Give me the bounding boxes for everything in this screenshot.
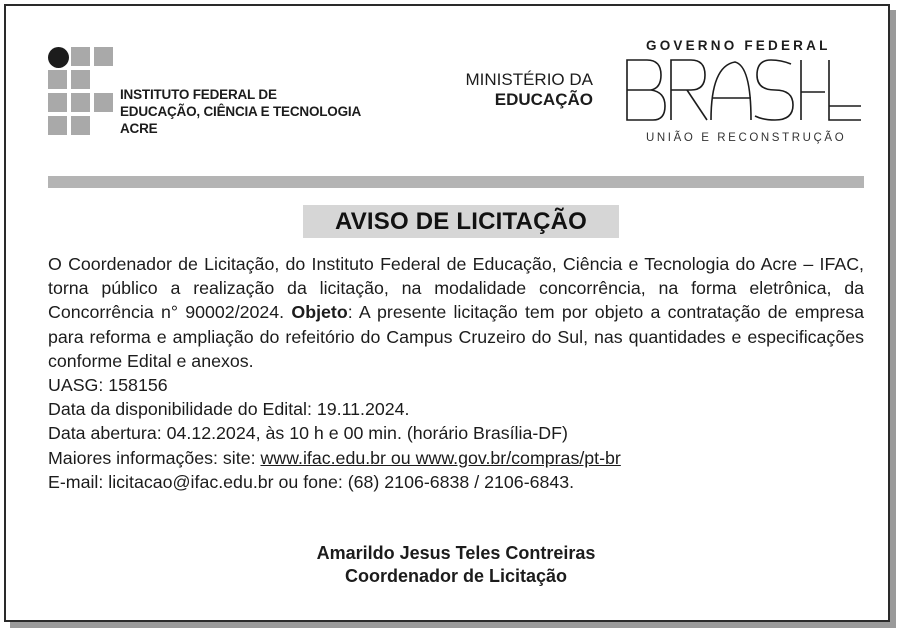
ministerio-logo [455,70,593,110]
objeto-text: : A presente licitação tem por objeto a contratação de empresa para reforma e ampliação do refeitório do Campus Cruzeiro do Sul, nas quantidades e especificações conforme Edital e anexos. [48,302,864,371]
notice-title: AVISO DE LICITAÇÃO [303,205,619,238]
signature-role: Coordenador de Licitação [344,566,568,586]
ifac-logo-dot [48,47,69,68]
ifac-logo-icon [48,47,114,135]
abertura-line: Data abertura: 04.12.2024, às 10 h e 00 min. (horário Brasília-DF) [48,423,568,444]
uasg-line: UASG: 158156 [48,375,168,396]
ministerio-line-1: MINISTÉRIO DA [465,70,593,89]
objeto-label: Objeto [291,302,348,323]
brasil-wordmark-logo [625,58,863,122]
info-links[interactable]: www.ifac.edu.br ou www.gov.br/compras/pt-br [260,447,621,468]
info-label: Maiores informações: site: [48,447,261,468]
slogan-label: UNIÃO E RECONSTRUÇÃO [646,132,847,144]
governo-federal-label: GOVERNO FEDERAL [646,38,831,53]
ifac-line-3: ACRE [120,121,158,136]
signature-block [48,542,864,588]
info-line [48,446,864,470]
intro-paragraph [48,252,864,373]
signature-name: Amarildo Jesus Teles Contreiras [316,543,596,563]
email-line: E-mail: licitacao@ifac.edu.br ou fone: (68) 2106-6838 / 2106-6843. [48,471,575,492]
ifac-line-1: INSTITUTO FEDERAL DE [120,87,277,102]
header-divider [48,176,864,188]
intro-text: O Coordenador de Licitação, do Instituto Federal de Educação, Ciência e Tecnologia do Acre – IFAC, torna público a realização da licitação, na modalidade concorrência, na forma eletrônica, da Concorrência n° 90002/2024. [48,254,864,323]
notice-body [48,252,864,494]
ifac-line-2: EDUCAÇÃO, CIÊNCIA E TECNOLOGIA [120,104,362,119]
ministerio-line-2: EDUCAÇÃO [494,90,593,109]
disponibilidade-line: Data da disponibilidade do Edital: 19.11.2024. [48,399,410,420]
ifac-institution-name [120,86,361,137]
